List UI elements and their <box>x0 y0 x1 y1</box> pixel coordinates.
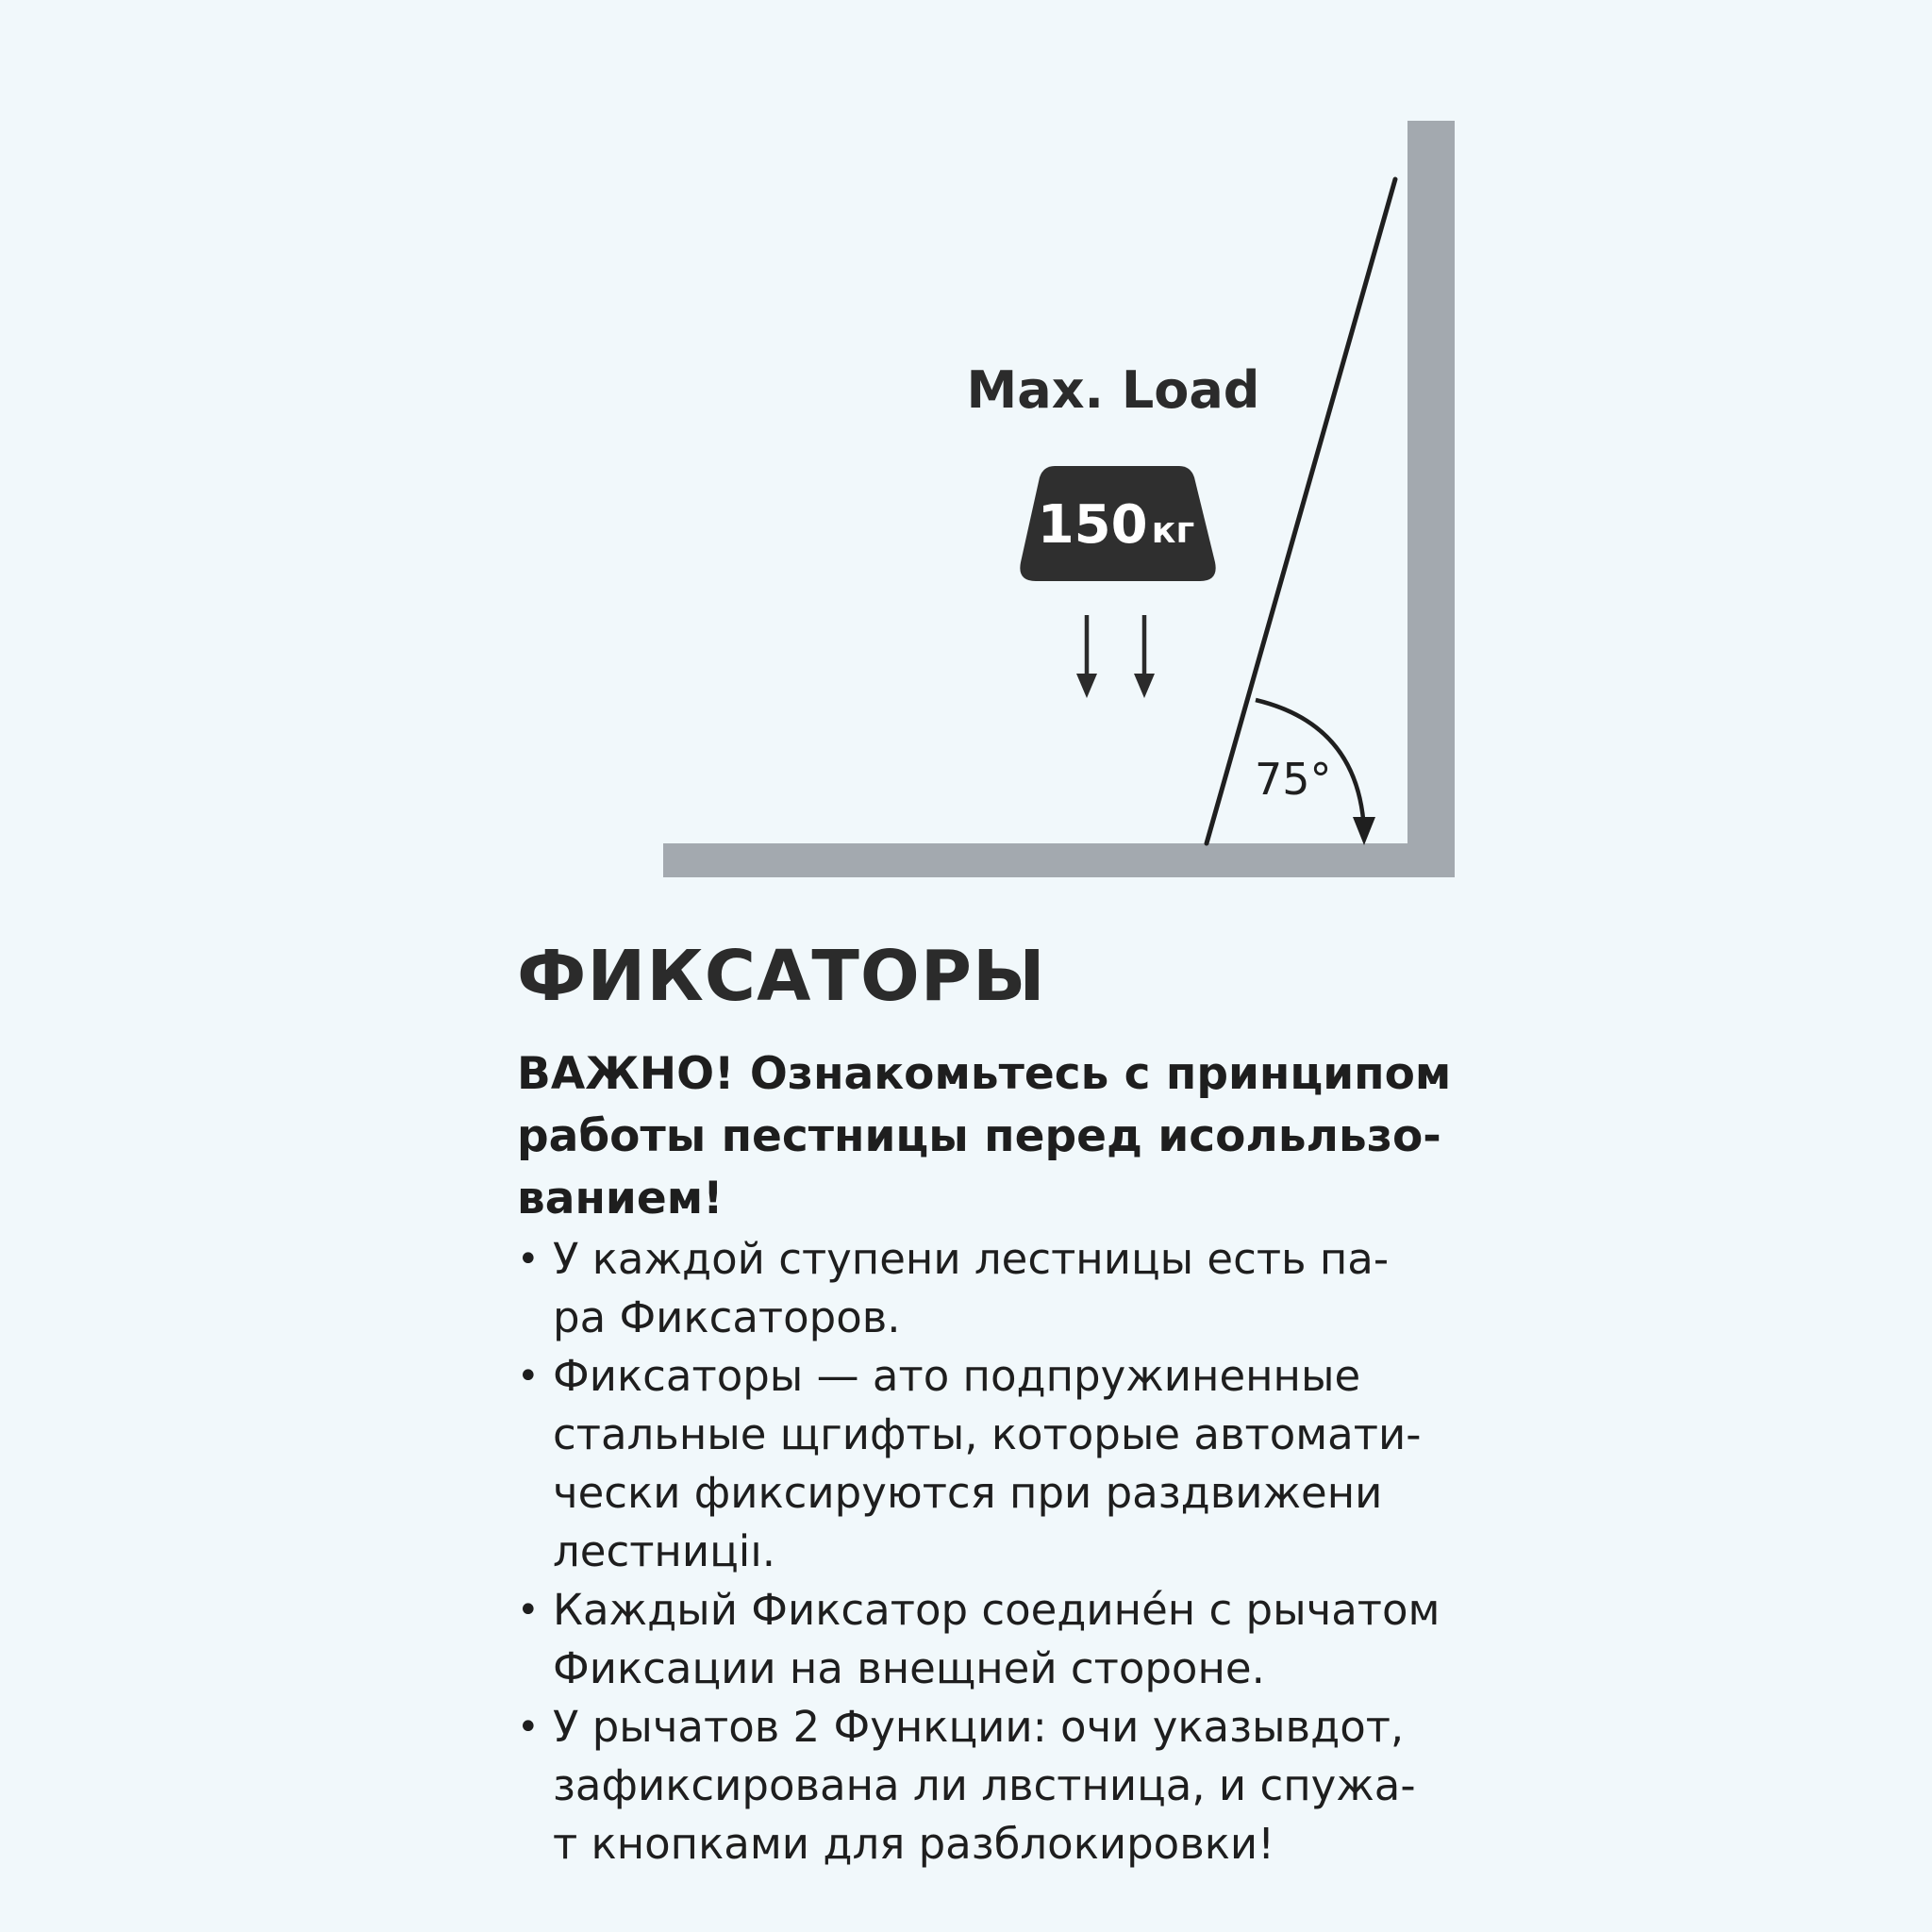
floor <box>663 843 1455 877</box>
bullet-line: ра Фиксаторов. <box>553 1292 901 1342</box>
bullet-icon: • <box>517 1238 540 1281</box>
bullet-line: Каждый Фиксатор соединéн с рычатом <box>553 1585 1441 1635</box>
warning-line: ВАЖНО! Ознакомьтесь с принципом <box>517 1048 1452 1100</box>
ladder-line <box>1207 179 1395 843</box>
bullet-item <box>517 1698 1536 1874</box>
bullet-line: стальные щгифты, которые автомати- <box>553 1409 1422 1459</box>
bullet-line: Фиксаторы — ато подпружиненные <box>553 1351 1361 1401</box>
section-heading: ФИКСАТОРЫ <box>517 936 1046 1017</box>
bullet-line: лестниціı. <box>553 1526 776 1576</box>
bullet-item <box>517 1581 1536 1698</box>
weight-number: 150 <box>1037 494 1148 556</box>
bullet-line: У каждой ступени лестницы есть па- <box>553 1234 1390 1284</box>
warning-line: работы пестницы перед исольльзо- <box>517 1110 1441 1162</box>
warning-line: ванием! <box>517 1173 724 1224</box>
bullet-icon: • <box>517 1589 540 1632</box>
bullet-line: У рычатов 2 Функции: очи указывдот, <box>553 1702 1405 1752</box>
max-load-label: Max. Load <box>966 360 1260 420</box>
bullet-list <box>517 1230 1536 1874</box>
angle-arc-arrowhead <box>1353 817 1375 845</box>
angle-label: 75° <box>1255 754 1332 805</box>
down-arrow-icon <box>1134 615 1155 698</box>
wall <box>1407 121 1455 877</box>
bullet-icon: • <box>517 1355 540 1398</box>
warning-text <box>517 1043 1536 1230</box>
instructions-section <box>517 934 1536 1874</box>
bullet-line: зафиксирована ли лвстница, и спужа- <box>553 1760 1416 1810</box>
weight-icon <box>1020 466 1215 581</box>
ladder-angle-diagram <box>0 0 1932 906</box>
bullet-line: Фиксации на внещней стороне. <box>553 1643 1265 1693</box>
bullet-line: т кнопками для разблокировки! <box>553 1819 1275 1869</box>
bullet-item <box>517 1347 1536 1581</box>
bullet-item <box>517 1230 1536 1347</box>
weight-unit: кг <box>1151 509 1195 551</box>
bullet-line: чески фиксируются при раздвижени <box>553 1468 1383 1518</box>
down-arrow-icon <box>1076 615 1097 698</box>
bullet-icon: • <box>517 1706 540 1749</box>
